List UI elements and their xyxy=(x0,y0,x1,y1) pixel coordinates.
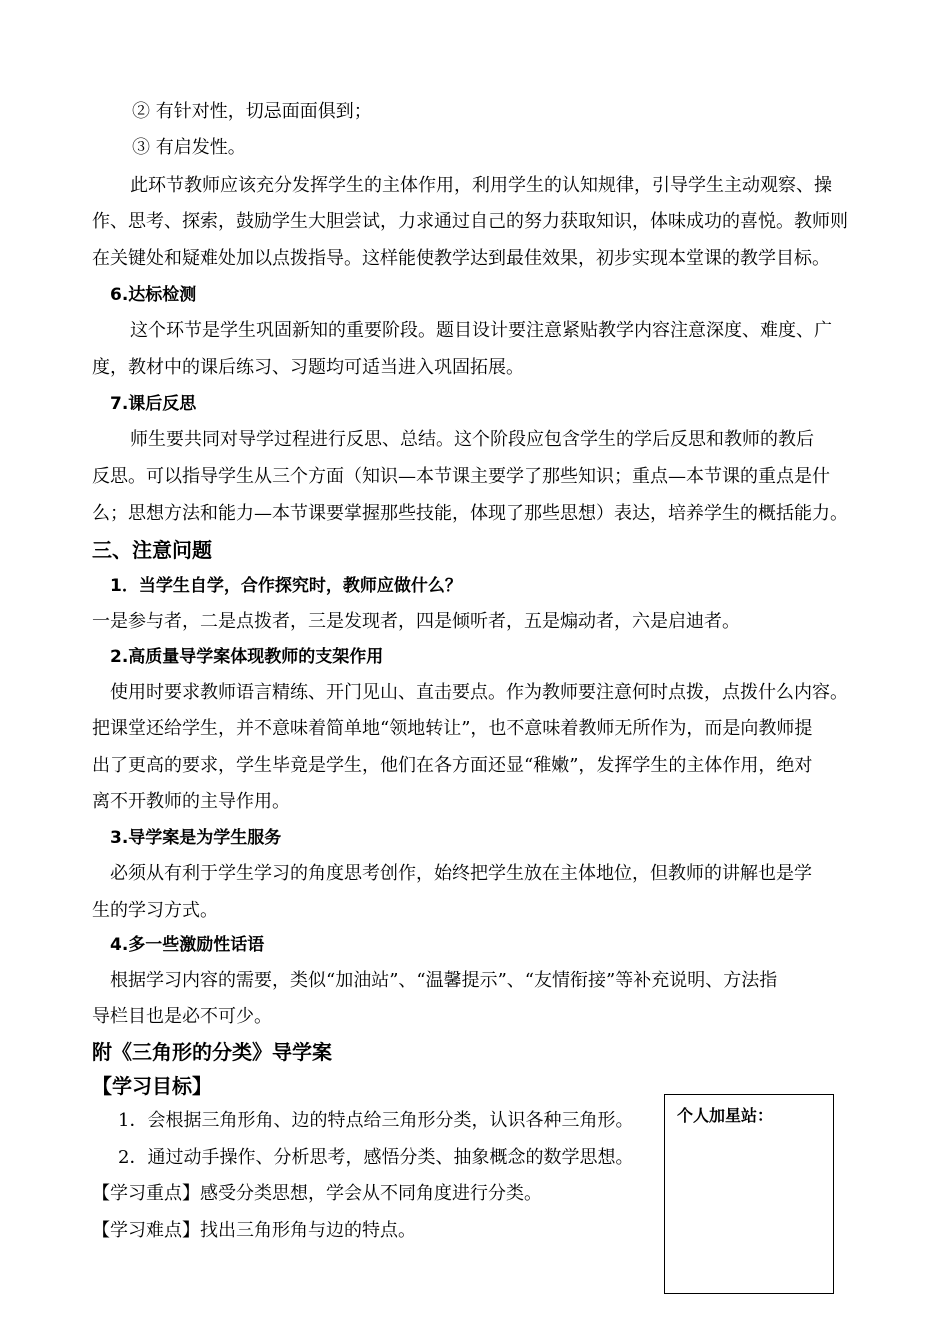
section-title-6: 6.达标检测 xyxy=(110,285,197,305)
paragraph-line: 师生要共同对导学过程进行反思、总结。这个阶段应包含学生的学后反思和教师的教后 xyxy=(130,429,814,450)
paragraph-line: 离不开教师的主导作用。 xyxy=(92,791,290,812)
paragraph-line: 度，教材中的课后练习、习题均可适当进入巩固拓展。 xyxy=(92,357,524,378)
part3-heading: 三、注意问题 xyxy=(92,538,212,562)
list-item-3: ③ 有启发性。 xyxy=(132,137,246,158)
paragraph-line: 导栏目也是必不可少。 xyxy=(92,1006,272,1027)
paragraph-line: 使用时要求教师语言精练、开门见山、直击要点。作为教师要注意何时点拨，点拨什么内容。 xyxy=(110,682,848,703)
list-item-2: ② 有针对性，切忌面面俱到； xyxy=(132,101,372,122)
paragraph-line: 作、思考、探索，鼓励学生大胆尝试，力求通过自己的努力获取知识，体味成功的喜悦。教师则 xyxy=(92,211,848,232)
question-title-2: 2.高质量导学案体现教师的支架作用 xyxy=(110,647,384,667)
section-title-7: 7.课后反思 xyxy=(110,394,197,414)
paragraph-line: 根据学习内容的需要，类似“加油站”、“温馨提示”、“友情衔接”等补充说明、方法指 xyxy=(110,970,778,991)
paragraph-line: 必须从有利于学生学习的角度思考创作，始终把学生放在主体地位，但教师的讲解也是学 xyxy=(110,863,812,884)
star-box xyxy=(664,1094,834,1294)
key-point: 【学习重点】感受分类思想，学会从不同角度进行分类。 xyxy=(92,1183,542,1204)
paragraph-line: 么；思想方法和能力—本节课要掌握那些技能，体现了那些思想）表达，培养学生的概括能力。 xyxy=(92,503,848,524)
goal-item: 1．会根据三角形角、边的特点给三角形分类，认识各种三角形。 xyxy=(118,1110,634,1131)
paragraph-line: 反思。可以指导学生从三个方面（知识—本节课主要学了那些知识；重点—本节课的重点是什 xyxy=(92,466,830,487)
paragraph-line: 在关键处和疑难处加以点拨指导。这样能使教学达到最佳效果，初步实现本堂课的教学目标。 xyxy=(92,248,830,269)
paragraph-line: 把课堂还给学生，并不意味着简单地“领地转让”，也不意味着教师无所作为，而是向教师提 xyxy=(92,718,813,739)
question-title-1: 1．当学生自学，合作探究时，教师应做什么？ xyxy=(110,576,462,596)
star-box-title: 个人加星站： xyxy=(677,1106,774,1125)
paragraph-line: 此环节教师应该充分发挥学生的主体作用，利用学生的认知规律，引导学生主动观察、操 xyxy=(130,175,832,196)
paragraph-line: 一是参与者，二是点拨者，三是发现者，四是倾听者，五是煽动者，六是启迪者。 xyxy=(92,611,740,632)
paragraph-line: 生的学习方式。 xyxy=(92,900,218,921)
difficulty-point: 【学习难点】找出三角形角与边的特点。 xyxy=(92,1220,416,1241)
appendix-heading: 附《三角形的分类》导学案 xyxy=(92,1040,332,1064)
question-title-4: 4.多一些激励性话语 xyxy=(110,935,265,955)
goal-item: 2．通过动手操作、分析思考，感悟分类、抽象概念的数学思想。 xyxy=(118,1147,634,1168)
goals-heading: 【学习目标】 xyxy=(92,1074,212,1098)
paragraph-line: 这个环节是学生巩固新知的重要阶段。题目设计要注意紧贴教学内容注意深度、难度、广 xyxy=(130,320,832,341)
question-title-3: 3.导学案是为学生服务 xyxy=(110,828,282,848)
paragraph-line: 出了更高的要求，学生毕竟是学生，他们在各方面还显“稚嫩”，发挥学生的主体作用，绝对 xyxy=(92,755,813,776)
